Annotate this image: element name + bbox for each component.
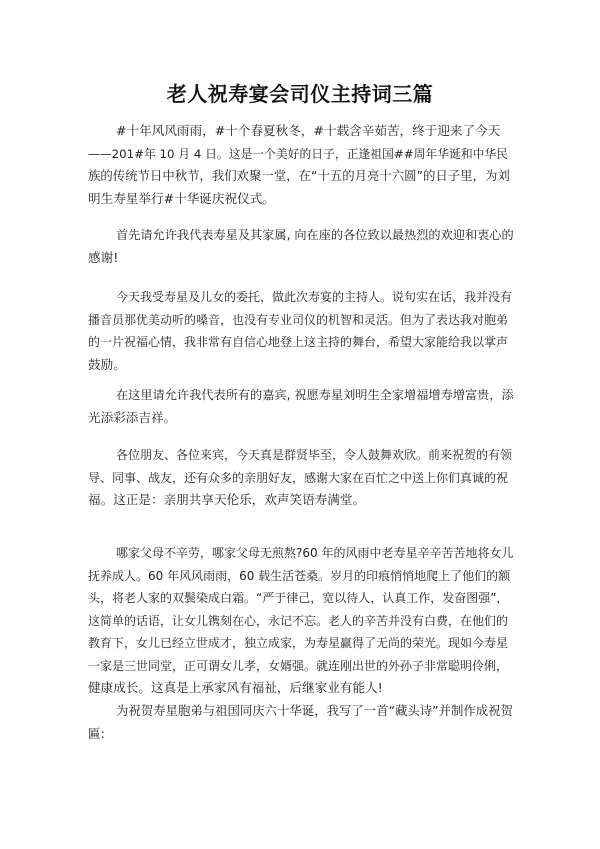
paragraph-line: 抚养成人。60 年风风雨雨，60 载生活苍桑。岁月的印痕悄悄地爬上了他们的额 [88, 568, 511, 583]
paragraph-line: 一家是三世同堂，正可谓女儿孝，女婿强。就连刚出世的外孙子非常聪明伶俐， [88, 658, 509, 673]
paragraph-line: 今天我受寿星及儿女的委托，做此次寿宴的主持人。说句实在话，我并没有 [116, 290, 513, 304]
paragraph-line: 鼓励。 [88, 356, 126, 372]
document-title: 老人祝寿宴会司仪主持词三篇 [166, 82, 434, 106]
paragraph-line: #十年风风雨雨，#十个春夏秋冬，#十载含辛茹苦，终于迎来了今天 [116, 123, 501, 138]
paragraph-line: 的一片祝福心情，我非常有自信心地登上这主持的舞台，希望大家能给我以掌声 [88, 335, 509, 349]
paragraph-line: 健康成长。这真是上承家风有福祉，后继家业有能人! [88, 680, 383, 695]
paragraph-line: 教育下，女儿已经立世成才，独立成家，为寿星赢得了无尚的荣光。现如今寿星 [88, 636, 509, 650]
paragraph-line: ——201#年 10 月 4 日。这是一个美好的日子，正逢祖国##周年华诞和中华民 [88, 146, 509, 161]
paragraph-line: 播音员那优美动听的嗓音，也没有专业司仪的机智和灵活。但为了表达我对胞弟 [88, 312, 509, 327]
paragraph-line: 哪家父母不辛劳，哪家父母无煎熬?60 年的风雨中老寿星辛辛苦苦地将女儿 [116, 546, 514, 560]
paragraph-line: 族的传统节日中秋节，我们欢聚一堂，在“十五的月亮十六圆”的日子里，为刘 [88, 168, 510, 183]
paragraph-poem-intro [88, 700, 514, 745]
paragraph-line: 在这里请允许我代表所有的嘉宾, 祝愿寿星刘明生全家增福增寿增富贵，添 [116, 388, 514, 402]
paragraph-line: 福。这正是：亲朋共享天伦乐，欢声笑语寿满堂。 [88, 492, 366, 507]
paragraph-line: 这简单的话语，让女儿镌刻在心，永记不忘。老人的辛苦并没有白费，在他们的 [88, 613, 509, 628]
paragraph-parents [88, 542, 514, 700]
paragraph-host-intro [88, 286, 514, 376]
paragraph-line: 首先请允许我代表寿星及其家属, 向在座的各位致以最热烈的欢迎和衷心的 [116, 228, 514, 242]
paragraph-line: 头，将老人家的双鬓染成白霜。“严于律己，宽以待人，认真工作，发奋图强”， [88, 591, 509, 605]
paragraph-opening [88, 120, 514, 210]
paragraph-line: 明生寿星举行#十华诞庆祝仪式。 [88, 190, 275, 206]
paragraph-thanks [88, 224, 514, 269]
paragraph-line: 导、同事、战友，还有众多的亲朋好友，感谢大家在百忙之中送上你们真诚的祝 [88, 470, 509, 485]
paragraph-line: 为祝贺寿星胞弟与祖国同庆六十华诞，我写了一首“藏头诗”并制作成祝贺 [116, 703, 513, 718]
paragraph-line: 感谢! [88, 249, 119, 265]
paragraph-line: 各位朋友、各位来宾，今天真是群贤毕至，令人鼓舞欢欣。前来祝贺的有领 [116, 448, 513, 462]
paragraph-blessing [88, 384, 514, 429]
paragraph-line: 光添彩添吉祥。 [88, 409, 177, 425]
paragraph-line: 匾: [88, 725, 105, 741]
paragraph-guests [88, 444, 514, 512]
